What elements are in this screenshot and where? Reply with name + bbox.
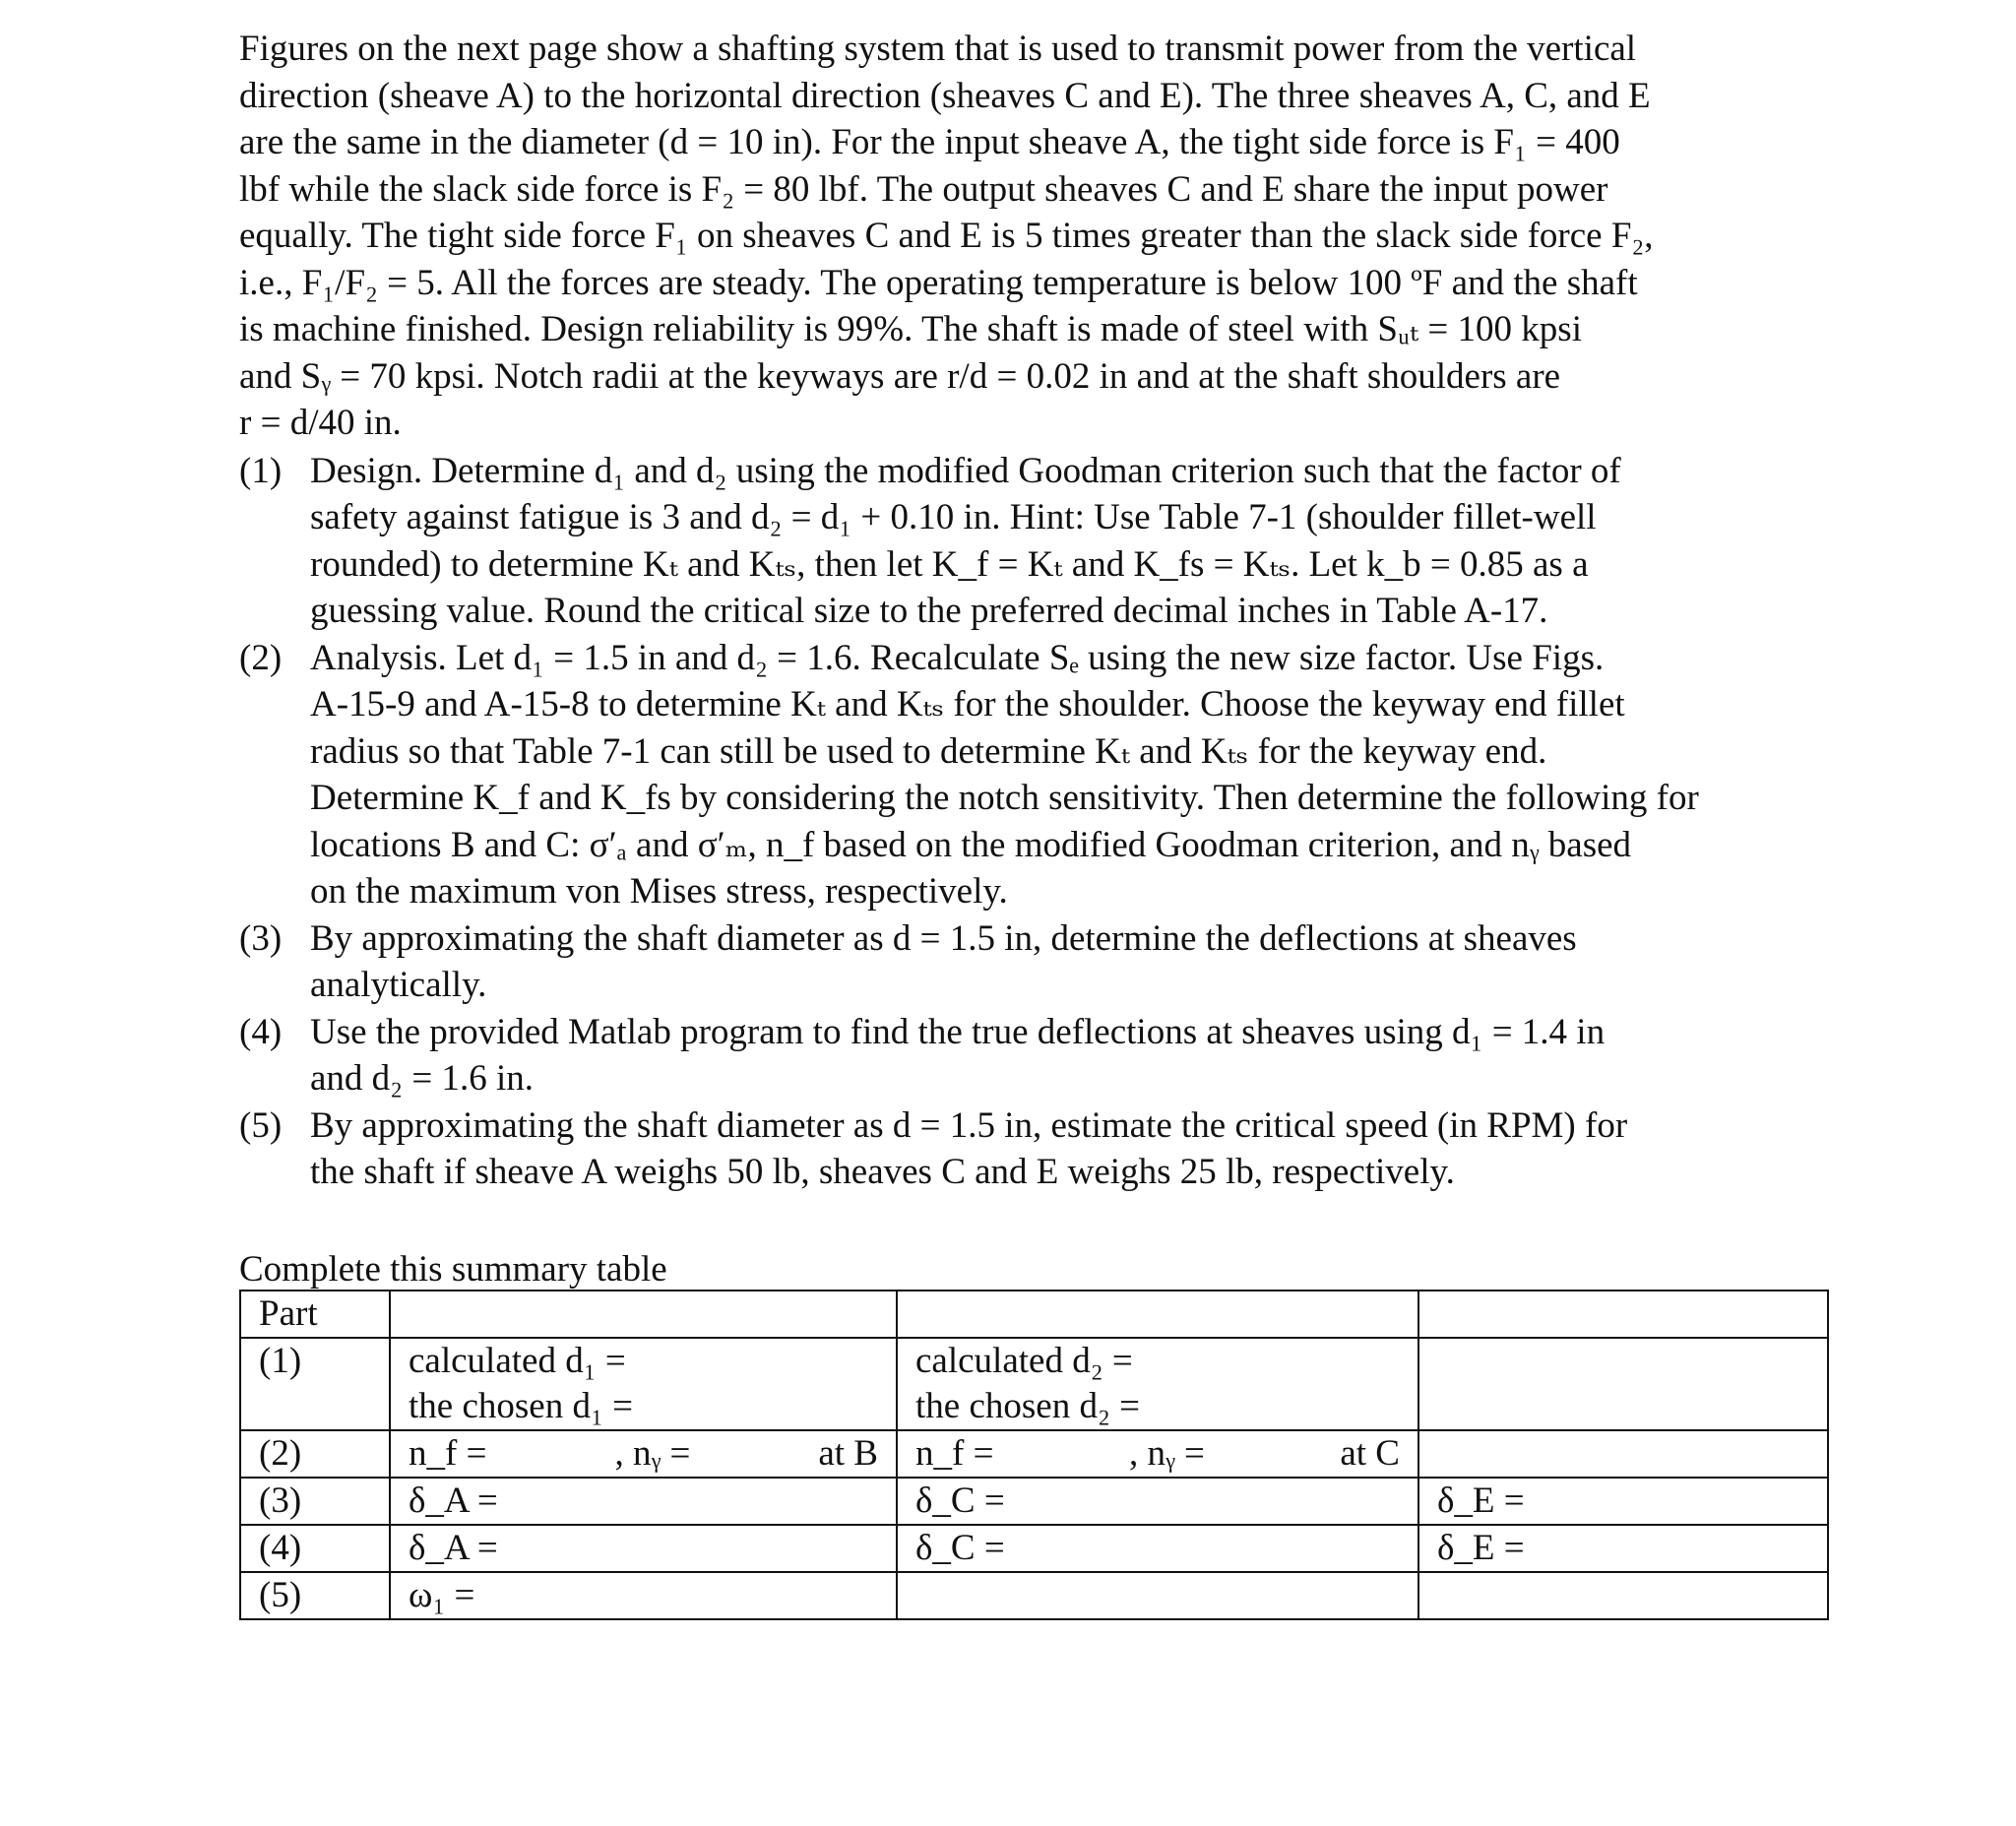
task-line: Analysis. Let d₁ = 1.5 in and d₂ = 1.6. Recalculate Sₑ using the new size factor. Use Figs.: [310, 637, 1605, 678]
calculated-d1-label: calculated d₁ =: [409, 1341, 626, 1381]
answer-cell[interactable]: [897, 1338, 1418, 1430]
table-row: [240, 1338, 1828, 1430]
part-cell: (2): [240, 1430, 390, 1478]
table-row: [240, 1291, 1828, 1338]
nf-label: n_f =: [915, 1433, 994, 1474]
task-line: By approximating the shaft diameter as d = 1.5 in, estimate the critical speed (in RPM) for: [310, 1104, 1628, 1146]
intro-line: i.e., F₁/F₂ = 5. All the forces are steady. The operating temperature is below 100 ºF and the shaft: [239, 262, 1638, 303]
table-row: [240, 1478, 1828, 1525]
empty-cell: [897, 1291, 1418, 1338]
answer-cell[interactable]: δ_E =: [1418, 1478, 1828, 1525]
task-number: (1): [239, 450, 283, 491]
answer-cell[interactable]: [897, 1430, 1418, 1478]
answer-cell[interactable]: ω₁ =: [390, 1572, 897, 1619]
header-cell: Part: [240, 1291, 390, 1338]
task-part-2: [239, 635, 1795, 915]
task-number: (4): [239, 1011, 283, 1052]
answer-cell[interactable]: δ_E =: [1418, 1525, 1828, 1572]
ny-label: , nᵧ =: [1128, 1433, 1205, 1474]
empty-cell: [1418, 1291, 1828, 1338]
location-b-label: at B: [818, 1433, 878, 1474]
part-cell: (3): [240, 1478, 390, 1525]
intro-line: Figures on the next page show a shafting system that is used to transmit power from the vertical: [239, 29, 1637, 69]
part-cell: (5): [240, 1572, 390, 1619]
chosen-d2-label: the chosen d₂ =: [915, 1386, 1140, 1426]
task-line: By approximating the shaft diameter as d = 1.5 in, determine the deflections at sheaves: [310, 917, 1577, 959]
task-line: safety against fatigue is 3 and d₂ = d₁ + 0.10 in. Hint: Use Table 7-1 (shoulder fillet-well: [310, 497, 1597, 537]
empty-cell: [897, 1572, 1418, 1619]
empty-cell: [1418, 1430, 1828, 1478]
table-row: [240, 1572, 1828, 1619]
task-line: the shaft if sheave A weighs 50 lb, sheaves C and E weighs 25 lb, respectively.: [310, 1152, 1455, 1192]
problem-intro: [239, 26, 1795, 447]
answer-cell[interactable]: δ_C =: [897, 1478, 1418, 1525]
task-part-4: [239, 1009, 1795, 1102]
task-line: and d₂ = 1.6 in.: [310, 1058, 534, 1099]
empty-cell: [1418, 1338, 1828, 1430]
task-line: Design. Determine d₁ and d₂ using the modified Goodman criterion such that the factor of: [310, 450, 1621, 491]
task-part-5: [239, 1102, 1795, 1196]
task-number: (3): [239, 917, 283, 959]
table-row: [240, 1430, 1828, 1478]
intro-line: equally. The tight side force F₁ on sheaves C and E is 5 times greater than the slack side force F₂,: [239, 216, 1654, 256]
answer-cell[interactable]: [390, 1338, 897, 1430]
part-cell: (4): [240, 1525, 390, 1572]
answer-cell[interactable]: δ_A =: [390, 1525, 897, 1572]
ny-label: , nᵧ =: [614, 1433, 691, 1474]
task-list: [239, 448, 1795, 1196]
task-line: Determine K_f and K_fs by considering the notch sensitivity. Then determine the following for: [310, 778, 1699, 818]
part-cell: (1): [240, 1338, 390, 1430]
table-row: [240, 1525, 1828, 1572]
task-number: (2): [239, 637, 283, 678]
intro-line: r = d/40 in.: [239, 403, 402, 443]
answer-cell[interactable]: δ_A =: [390, 1478, 897, 1525]
task-line: Use the provided Matlab program to find the true deflections at sheaves using d₁ = 1.4 in: [310, 1011, 1606, 1052]
intro-line: lbf while the slack side force is F₂ = 80 lbf. The output sheaves C and E share the input power: [239, 168, 1608, 210]
task-line: radius so that Table 7-1 can still be used to determine Kₜ and Kₜₛ for the keyway end.: [310, 730, 1547, 772]
nf-label: n_f =: [409, 1433, 487, 1474]
empty-cell: [390, 1291, 897, 1338]
location-c-label: at C: [1340, 1433, 1400, 1474]
table-caption: Complete this summary table: [239, 1249, 667, 1290]
task-line: guessing value. Round the critical size to the preferred decimal inches in Table A-17.: [310, 591, 1548, 631]
task-line: A-15-9 and A-15-8 to determine Kₜ and Kₜₛ for the shoulder. Choose the keyway end fillet: [310, 684, 1625, 724]
task-part-1: [239, 448, 1795, 635]
problem-document: [239, 26, 1795, 1196]
task-part-3: [239, 915, 1795, 1009]
answer-cell[interactable]: [390, 1430, 897, 1478]
task-line: on the maximum von Mises stress, respectively.: [310, 871, 1008, 912]
task-number: (5): [239, 1104, 283, 1146]
task-line: analytically.: [310, 965, 487, 1005]
intro-line: and Sᵧ = 70 kpsi. Notch radii at the keyways are r/d = 0.02 in and at the shaft shoulders are: [239, 355, 1561, 397]
empty-cell: [1418, 1572, 1828, 1619]
summary-table: [239, 1290, 1829, 1620]
answer-cell[interactable]: δ_C =: [897, 1525, 1418, 1572]
intro-line: is machine finished. Design reliability is 99%. The shaft is made of steel with Sᵤₜ = 100 kpsi: [239, 309, 1582, 349]
task-line: rounded) to determine Kₜ and Kₜₛ, then let K_f = Kₜ and K_fs = Kₜₛ. Let k_b = 0.85 as a: [310, 543, 1589, 585]
intro-line: are the same in the diameter (d = 10 in). For the input sheave A, the tight side force is F₁ = 400: [239, 122, 1620, 162]
intro-line: direction (sheave A) to the horizontal direction (sheaves C and E). The three sheaves A, C, and E: [239, 75, 1651, 116]
task-line: locations B and C: σ′ₐ and σ′ₘ, n_f based on the modified Goodman criterion, and nᵧ based: [310, 824, 1632, 865]
chosen-d1-label: the chosen d₁ =: [409, 1386, 633, 1426]
calculated-d2-label: calculated d₂ =: [915, 1341, 1133, 1381]
